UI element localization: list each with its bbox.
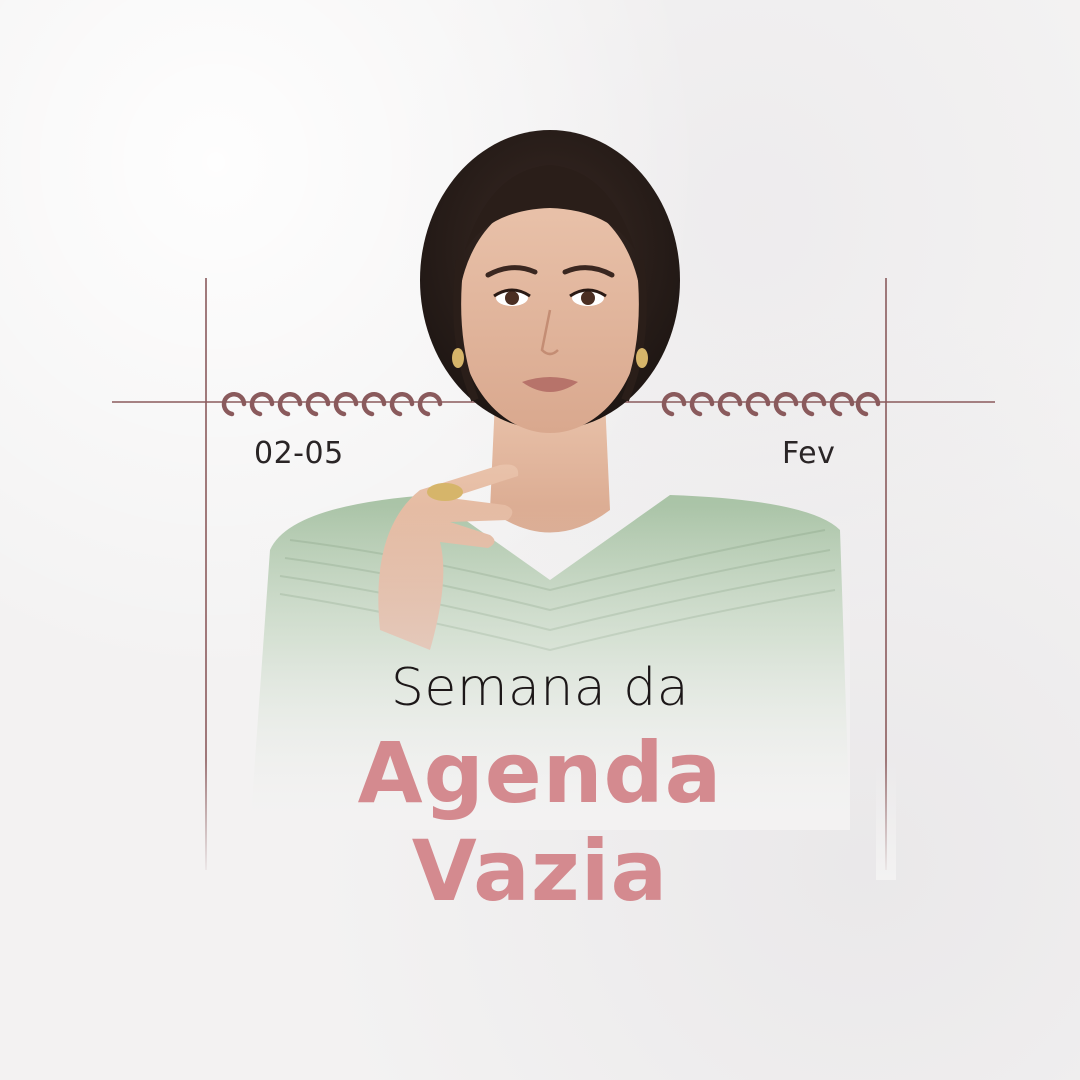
- month-label: Fev: [782, 436, 836, 471]
- date-range: 02-05: [254, 436, 344, 471]
- headline-line-3: Vazia: [411, 822, 669, 920]
- headline-line-2: Agenda: [357, 724, 723, 822]
- headline-line-1: Semana da: [390, 658, 690, 718]
